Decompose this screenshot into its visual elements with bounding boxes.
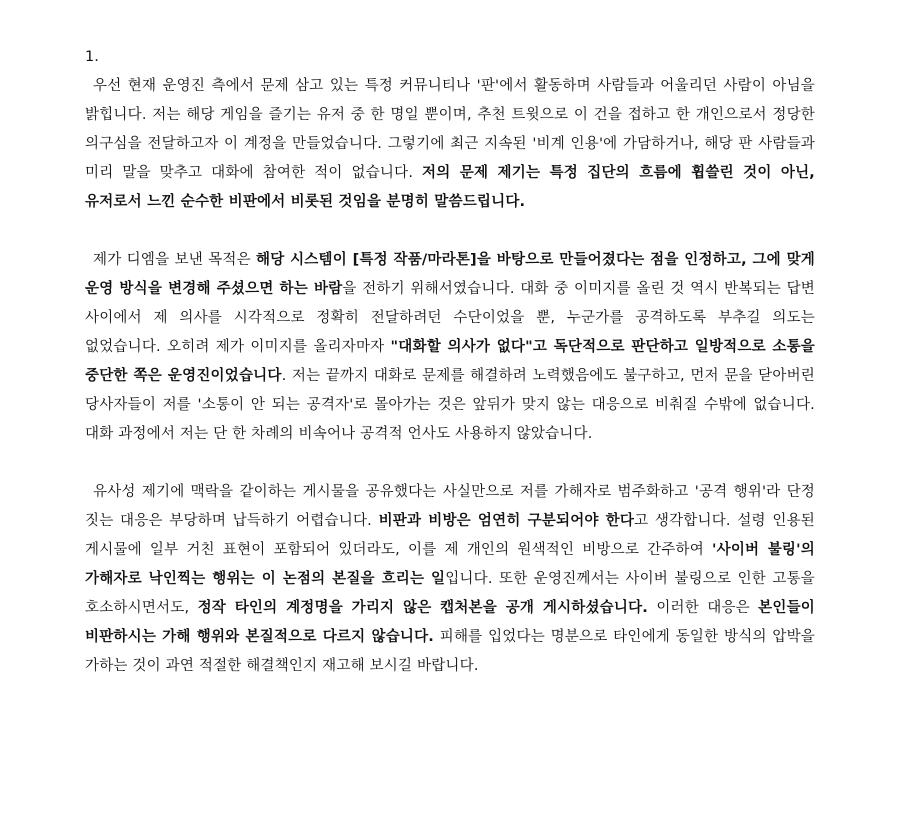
- paragraph-3: [85, 478, 815, 681]
- paragraph-2-segment: 제가 디엠을 보낸 목적은: [93, 252, 257, 268]
- paragraph-3-segment: 피해를 입었다는 명분으로 타인에게 동일한 방식의 압박을 가하는 것이 과연 적절한 해결책인지 재고해 보시길 바랍니다.: [85, 629, 815, 674]
- paragraph-3-segment: 고 생각합니다. 설령 인용된 게시물에 일부 거친 표현이 포함되어 있더라도, 이를 제 개인의 원색적인 비방으로 간주하여: [85, 513, 815, 558]
- paragraph-3-emphasis: '사이버 불링'의 가해자로 낙인찍는 행위는 이 논점의 본질을 흐리는 일: [85, 542, 815, 587]
- paragraph-2-emphasis: 해당 시스템이 [특정 작품/마라톤]을 바탕으로 만들어졌다는 점을 인정하고, 그에 맞게 운영 방식을 변경해 주셨으면 하는 바람: [85, 252, 815, 297]
- paragraph-2-segment: 을 전하기 위해서였습니다. 대화 중 이미지를 올린 것 역시 반복되는 답변 사이에서 제 의사를 시각적으로 정확히 전달하려던 수단이었을 뿐, 누군가를 공격하도록 부추길 의도는 없었습니다. 오히려 제가 이미지를 올리자마자: [85, 281, 815, 355]
- section-number: 1.: [85, 49, 99, 65]
- paragraph-1: [85, 72, 815, 217]
- document-page: [85, 42, 815, 681]
- paragraph-2-emphasis: "대화할 의사가 없다"고 독단적으로 판단하고 일방적으로 소통을 중단한 쪽은 운영진이었습니다: [85, 339, 815, 384]
- paragraph-1-segment: 우선 현재 운영진 측에서 문제 삼고 있는 특정 커뮤니티나 '판'에서 활동하며 사람들과 어울리던 사람이 아님을 밝힙니다. 저는 해당 게임을 즐기는 유저 중 한 명일 뿐이며, 추천 트윗으로 이 건을 접하고 한 개인으로서 정당한 의구심을 전달하고자 이 계정을 만들었습니다. 그렇기에 최근 지속된 '비계 인용'에 가담하거나, 해당 판 사람들과 미리 말을 맞추고 대화에 참여한 적이 없습니다.: [85, 78, 815, 181]
- paragraph-2: [85, 246, 815, 449]
- paragraph-3-segment: 입니다. 또한 운영진께서는 사이버 불링으로 인한 고통을 호소하시면서도,: [85, 571, 815, 616]
- paragraph-1-emphasis: 저의 문제 제기는 특정 집단의 흐름에 휩쓸린 것이 아닌, 유저로서 느낀 순수한 비판에서 비롯된 것임을 분명히 말씀드립니다.: [85, 165, 815, 210]
- paragraph-3-segment: 유사성 제기에 맥락을 같이하는 게시물을 공유했다는 사실만으로 저를 가해자로 범주화하고 '공격 행위'라 단정 짓는 대응은 부당하며 납득하기 어렵습니다.: [85, 484, 815, 529]
- paragraph-2-segment: . 저는 끝까지 대화로 문제를 해결하려 노력했음에도 불구하고, 먼저 문을 닫아버린 당사자들이 저를 '소통이 안 되는 공격자'로 몰아가는 것은 앞뒤가 맞지 않는 대응으로 비춰질 수밖에 없습니다. 대화 과정에서 저는 단 한 차례의 비속어나 공격적 언사도 사용하지 않았습니다.: [85, 368, 816, 442]
- paragraph-3-emphasis: 본인들이 비판하시는 가해 행위와 본질적으로 다르지 않습니다.: [85, 600, 815, 645]
- paragraph-3-emphasis: 비판과 비방은 엄연히 구분되어야 한다: [378, 513, 635, 529]
- paragraph-3-segment: 이러한 대응은: [648, 600, 759, 616]
- paragraph-3-emphasis: 정작 타인의 계정명을 가리지 않은 캡처본을 공개 게시하셨습니다.: [197, 600, 649, 616]
